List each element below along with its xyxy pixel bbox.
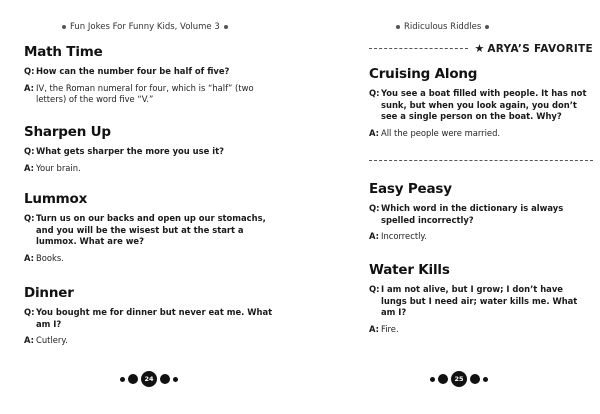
answer-row bbox=[369, 324, 591, 336]
favorite-banner bbox=[369, 42, 593, 55]
joke-math-time bbox=[24, 44, 274, 111]
running-head-text: Ridiculous Riddles bbox=[404, 22, 482, 32]
page-number-right bbox=[430, 371, 488, 387]
folio-dot-icon bbox=[160, 374, 170, 384]
answer-text: IV, the Roman numeral for four, which is “half” (two letters) of the word five “V.” bbox=[36, 82, 254, 104]
star-icon: ★ bbox=[474, 42, 485, 55]
answer-text: Books. bbox=[36, 252, 64, 263]
q-label: Q: bbox=[369, 88, 380, 98]
joke-title: Easy Peasy bbox=[369, 181, 452, 197]
question-row bbox=[369, 88, 591, 123]
answer-row bbox=[24, 253, 274, 265]
folio-dot-icon bbox=[438, 374, 448, 384]
joke-sharpen-up bbox=[24, 124, 274, 179]
a-label: A: bbox=[24, 335, 34, 345]
dashed-divider bbox=[369, 48, 468, 49]
q-label: Q: bbox=[24, 146, 35, 156]
answer-text: Cutlery. bbox=[36, 335, 68, 345]
q-label: Q: bbox=[369, 284, 380, 294]
question-text: Which word in the dictionary is always spelled incorrectly? bbox=[381, 203, 564, 225]
folio-dot-icon bbox=[128, 374, 138, 384]
q-label: Q: bbox=[369, 203, 380, 213]
joke-title: Cruising Along bbox=[369, 66, 478, 82]
page-number: 24 bbox=[141, 371, 157, 387]
joke-easy-peasy bbox=[369, 181, 591, 248]
q-label: Q: bbox=[24, 66, 35, 76]
question-text: Turn us on our backs and open up our stomachs, and you will be the wisest but at the start a lummox. What are we? bbox=[36, 213, 266, 246]
joke-lummox bbox=[24, 191, 274, 269]
page-number-left bbox=[120, 371, 178, 387]
question-row bbox=[369, 203, 591, 226]
question-text: You see a boat filled with people. It has not sunk, but when you look again, you don’t see a single person on the boat. Why? bbox=[381, 88, 587, 121]
answer-text: Your brain. bbox=[36, 162, 81, 173]
a-label: A: bbox=[369, 231, 379, 241]
a-label: A: bbox=[24, 82, 34, 93]
answer-text: Incorrectly. bbox=[381, 231, 427, 241]
joke-title: Math Time bbox=[24, 44, 103, 60]
bullet-icon bbox=[224, 25, 228, 29]
q-label: Q: bbox=[24, 213, 35, 223]
joke-title: Lummox bbox=[24, 191, 88, 207]
answer-row bbox=[24, 335, 274, 347]
a-label: A: bbox=[369, 127, 379, 138]
joke-dinner bbox=[24, 285, 274, 352]
answer-text: All the people were married. bbox=[381, 127, 501, 138]
joke-title: Dinner bbox=[24, 285, 74, 301]
folio-dot-icon bbox=[120, 377, 125, 382]
question-row bbox=[24, 146, 274, 158]
folio-dot-icon bbox=[470, 374, 480, 384]
a-label: A: bbox=[369, 323, 379, 334]
a-label: A: bbox=[24, 252, 34, 263]
bullet-icon bbox=[62, 25, 66, 29]
page-number: 25 bbox=[451, 371, 467, 387]
folio-dot-icon bbox=[173, 377, 178, 382]
answer-row bbox=[24, 163, 274, 175]
question-text: I am not alive, but I grow; I don’t have lungs but I need air; water kills me. What am I? bbox=[381, 284, 578, 317]
folio-dot-icon bbox=[430, 377, 435, 382]
joke-title: Water Kills bbox=[369, 262, 450, 278]
joke-water-kills bbox=[369, 262, 591, 340]
question-text: You bought me for dinner but never eat me. What am I? bbox=[36, 307, 273, 329]
dashed-divider bbox=[369, 160, 593, 161]
answer-row bbox=[369, 128, 591, 140]
q-label: Q: bbox=[24, 307, 35, 317]
question-text: What gets sharper the more you use it? bbox=[36, 146, 224, 156]
answer-text: Fire. bbox=[381, 323, 399, 334]
question-row bbox=[24, 307, 274, 330]
answer-row bbox=[369, 231, 591, 243]
bullet-icon bbox=[396, 25, 400, 29]
question-row bbox=[24, 66, 274, 78]
bullet-icon bbox=[485, 25, 489, 29]
folio-dot-icon bbox=[483, 377, 488, 382]
a-label: A: bbox=[24, 162, 34, 173]
joke-cruising-along bbox=[369, 66, 591, 144]
running-head-right bbox=[396, 22, 489, 32]
running-head-text: Fun Jokes For Funny Kids, Volume 3 bbox=[70, 22, 220, 32]
answer-row bbox=[24, 83, 274, 106]
question-text: How can the number four be half of five? bbox=[36, 66, 230, 76]
joke-title: Sharpen Up bbox=[24, 124, 111, 140]
question-row bbox=[24, 213, 274, 248]
question-row bbox=[369, 284, 591, 319]
favorite-label: ARYA’S FAVORITE bbox=[487, 42, 593, 55]
running-head-left bbox=[62, 22, 228, 32]
